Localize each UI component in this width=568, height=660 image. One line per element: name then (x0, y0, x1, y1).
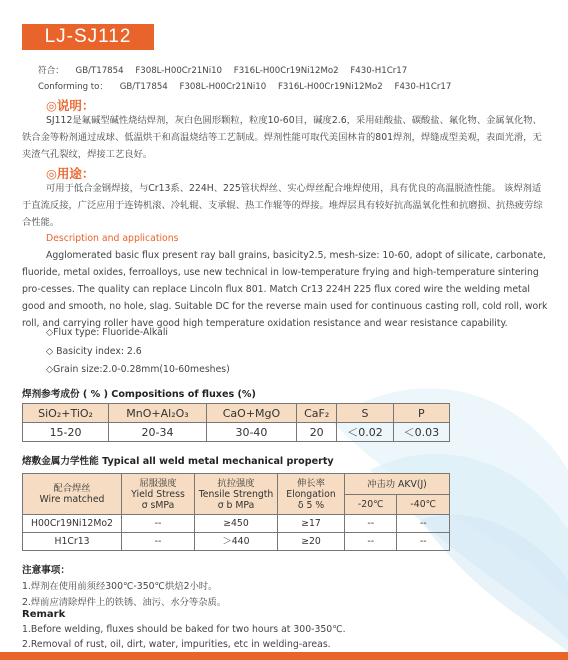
wire-cell: H1Cr13 (23, 533, 122, 551)
standard-item: F316L-H00Cr19Ni12Mo2 (277, 82, 383, 92)
elongation-cell: ≥17 (278, 515, 345, 533)
standard-item: F308L-H00Cr21Ni10 (135, 66, 223, 76)
impact-temp-header: -20℃ (345, 495, 397, 515)
composition-header: CaO+MgO (206, 404, 296, 423)
composition-header: P (393, 404, 449, 423)
composition-header: CaF₂ (297, 404, 337, 423)
composition-value: 15-20 (23, 423, 109, 442)
standard-item: GB/T17854 (119, 82, 168, 92)
composition-value: 20-34 (109, 423, 207, 442)
mechanical-row (23, 533, 450, 551)
composition-value: 20 (297, 423, 337, 442)
mechanical-title: 熔敷金属力学性能 Typical all weld metal mechanical property (22, 456, 334, 467)
composition-value: ＜0.02 (337, 423, 393, 442)
usage-text-cn: 可用于低合金钢焊接，与Cr13系、224H、225管状焊丝、实心焊丝配合堆焊使用，具有优良的高温脱渣性能。 该焊剂适于直流反接，广泛应用于连铸机滚、冷轧辊、支承辊、热工作辊等的焊接。堆焊层具有较好抗高温氧化性和抗磨损、抗热疲劳综合性能。 (22, 183, 543, 228)
wire-cell: H00Cr19Ni12Mo2 (23, 515, 122, 533)
tensile-header-en: Tensile Strength (198, 488, 274, 500)
mechanical-row (23, 515, 450, 533)
standard-item: F430-H1Cr17 (394, 82, 452, 92)
composition-header: MnO+Al₂O₃ (109, 404, 207, 423)
composition-table (22, 403, 450, 442)
note-item: 2.焊前应清除焊件上的铁锈、油污、水分等杂质。 (22, 597, 227, 608)
impact-cell: -- (397, 515, 450, 533)
elongation-header-cn: 伸长率 (297, 477, 325, 489)
basicity-index: ◇ Basicity index: 2.6 (46, 346, 142, 357)
standard-item: F316L-H00Cr19Ni12Mo2 (233, 66, 339, 76)
wire-header (23, 474, 122, 515)
standard-item: GB/T17854 (75, 66, 124, 76)
yield-cell: -- (122, 533, 195, 551)
remark-item: 1.Before welding, fluxes should be baked for two hours at 300-350℃. (22, 624, 346, 635)
yield-header-cn: 屈服强度 (139, 477, 177, 489)
flux-type: ◇Flux type: Fluoride-Alkali (46, 327, 168, 338)
tensile-header-sym: σ b MPa (217, 499, 255, 511)
standards-cn-label: 符合： (38, 66, 64, 76)
impact-header: 冲击功 AKV(J) (345, 474, 450, 495)
footer-bar (0, 652, 568, 660)
standards-en (38, 80, 460, 92)
tensile-cell: ＞440 (195, 533, 278, 551)
elongation-header (278, 474, 345, 515)
composition-header: S (337, 404, 393, 423)
remark-heading: Remark (22, 609, 66, 620)
tensile-cell: ≥450 (195, 515, 278, 533)
remark-item: 2.Removal of rust, oil, dirt, water, impurities, etc in welding-areas. (22, 639, 331, 650)
standard-item: F430-H1Cr17 (350, 66, 408, 76)
impact-cell: -- (345, 533, 397, 551)
elongation-cell: ≥20 (278, 533, 345, 551)
standards-cn (38, 64, 416, 76)
yield-cell: -- (122, 515, 195, 533)
composition-value: 30-40 (206, 423, 296, 442)
description-heading: ◎说明： (46, 98, 95, 113)
wire-header-cn: 配合焊丝 (53, 483, 91, 494)
usage-heading: ◎用途： (46, 166, 95, 181)
composition-value-row (23, 423, 450, 442)
description-text-en: Agglomerated basic flux present ray ball grains, basicity2.5, mesh-size: 10-60, adopt of silicate, carbonate, fluoride, metal oxides, ferroalloys, use new technical in low-temperature frying and high-temperature sintering pro-cesses. The quality can replace Lincoln flux 801. Match Cr13 224H 225 flux cored wire the welding metal good and smooth, no hole, slag. Suitable DC for the reverse main used for continuous casting roll, cold roll, work roll, and carrying roller have good high temperature oxidation resistance and wear resistance capability. (22, 250, 548, 329)
composition-value: ＜0.03 (393, 423, 449, 442)
tensile-header (195, 474, 278, 515)
tensile-header-cn: 抗拉强度 (217, 477, 255, 489)
description-text-cn: SJ112是氟碱型碱性烧结焊剂，灰白色圆形颗粒，粒度10-60目，碱度2.6，采用硅酸盐、碳酸盐、氟化物、金属氧化物、铁合金等粉剂通过成球、低温烘干和高温烧结等工艺制成。焊剂性能可取代美国林肯的801焊剂，焊缝成型美观，表面光滑，无夹渣气孔裂纹，焊接工艺良好。 (22, 115, 542, 160)
grain-size: ◇Grain size:2.0-0.28mm(10-60meshes) (46, 364, 230, 375)
standards-en-label: Conforming to： (38, 82, 108, 92)
composition-title: 焊剂参考成份 ( % ) Compositions of fluxes (%) (22, 389, 256, 400)
impact-temp-header: -40℃ (397, 495, 450, 515)
description-en-heading: Description and applications (46, 233, 179, 244)
composition-header: SiO₂+TiO₂ (23, 404, 109, 423)
impact-cell: -- (345, 515, 397, 533)
product-title: LJ-SJ112 (22, 24, 154, 50)
yield-header-sym: σ sMPa (141, 499, 175, 511)
note-item: 1.焊剂在使用前须经300℃-350℃烘焙2小时。 (22, 581, 218, 592)
notes-heading: 注意事项： (22, 565, 70, 576)
composition-header-row (23, 404, 450, 423)
elongation-header-sym: δ 5 % (297, 499, 325, 511)
yield-header-en: Yield Stress (131, 488, 185, 500)
wire-header-en: Wire matched (39, 494, 105, 505)
impact-cell: -- (397, 533, 450, 551)
standard-item: F308L-H00Cr21Ni10 (179, 82, 267, 92)
elongation-header-en: Elongation (286, 488, 336, 500)
yield-header (122, 474, 195, 515)
mechanical-table (22, 473, 450, 551)
mechanical-header-row (23, 474, 450, 495)
